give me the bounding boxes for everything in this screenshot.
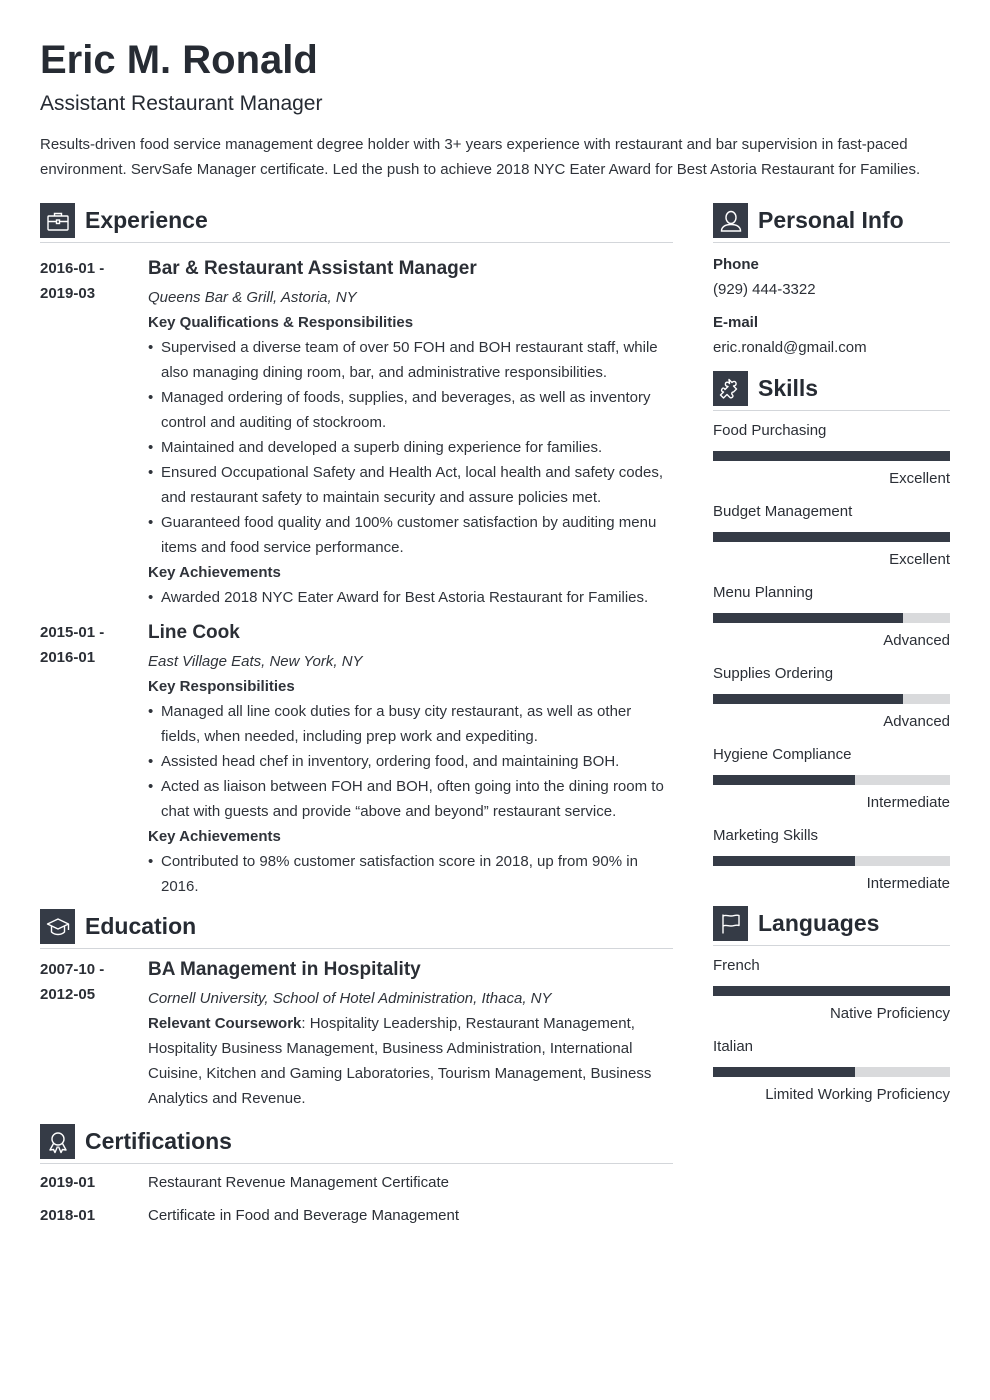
- list-item: • Acted as liaison between FOH and BOH, often going into the dining room to chat with guests and provide “above and beyond” restaurant service.: [148, 774, 673, 824]
- cert-name: Certificate in Food and Beverage Management: [148, 1207, 460, 1224]
- experience-entry: [40, 256, 673, 610]
- skill-bar: [713, 532, 950, 542]
- skill-bar-fill: [713, 775, 855, 785]
- languages-list: [713, 953, 950, 1107]
- list-item: • Supervised a diverse team of over 50 FOH and BOH restaurant staff, while also managing dining room, bar, and administrative responsibilities.: [148, 335, 673, 385]
- certification-item: [40, 1203, 673, 1228]
- cert-date: 2018-01: [40, 1207, 96, 1224]
- skill-item: [713, 661, 950, 734]
- skill-bar-fill: [713, 856, 855, 866]
- skill-item: [713, 499, 950, 572]
- personal-info-section-header: [713, 203, 950, 238]
- language-item: [713, 1034, 950, 1107]
- job-org: East Village Eats, New York, NY: [148, 653, 363, 670]
- skill-level: Excellent: [889, 551, 950, 568]
- skill-bar-fill: [713, 694, 903, 704]
- language-bar-fill: [713, 986, 950, 996]
- degree-title: BA Management in Hospitality: [148, 959, 421, 980]
- skill-name: Supplies Ordering: [713, 665, 834, 682]
- certifications-list: [40, 1170, 673, 1228]
- coursework-label: Relevant Coursework: [148, 1015, 302, 1032]
- languages-section-header: [713, 906, 950, 941]
- experience-heading: Experience: [85, 207, 208, 233]
- graduation-cap-icon: [40, 909, 75, 944]
- date-end: 2019-03: [40, 285, 96, 302]
- responsibilities-list: [148, 699, 673, 824]
- skills-heading: Skills: [758, 375, 819, 401]
- job-title: Line Cook: [148, 622, 240, 643]
- skill-level: Advanced: [883, 713, 950, 730]
- skill-name: Hygiene Compliance: [713, 746, 852, 763]
- email-label: E-mail: [713, 314, 759, 331]
- list-item: • Contributed to 98% customer satisfaction score in 2018, up from 90% in 2016.: [148, 849, 673, 899]
- skill-bar: [713, 856, 950, 866]
- language-bar-fill: [713, 1067, 855, 1077]
- skill-item: [713, 742, 950, 815]
- cert-date: 2019-01: [40, 1174, 96, 1191]
- language-bar: [713, 1067, 950, 1077]
- certifications-heading: Certifications: [85, 1128, 232, 1154]
- personal-info: [713, 252, 950, 360]
- certifications-section-header: [40, 1124, 673, 1159]
- list-item: • Maintained and developed a superb dining experience for families.: [148, 435, 673, 460]
- skill-name: Menu Planning: [713, 584, 814, 601]
- skill-item: [713, 580, 950, 653]
- skills-section-header: [713, 371, 950, 406]
- flag-icon: [713, 906, 748, 941]
- skill-bar-fill: [713, 451, 950, 461]
- skill-bar: [713, 451, 950, 461]
- candidate-title: Assistant Restaurant Manager: [40, 92, 323, 115]
- award-ribbon-icon: [40, 1124, 75, 1159]
- list-item: • Managed all line cook duties for a busy city restaurant, as well as other fields, when needed, including prep work and expediting.: [148, 699, 673, 749]
- skill-bar: [713, 694, 950, 704]
- achievements-list: [148, 585, 673, 610]
- skill-bar: [713, 775, 950, 785]
- user-icon: [713, 203, 748, 238]
- list-item: • Awarded 2018 NYC Eater Award for Best Astoria Restaurant for Families.: [148, 585, 673, 610]
- skill-level: Advanced: [883, 632, 950, 649]
- responsibilities-heading: Key Responsibilities: [148, 678, 295, 695]
- achievements-list: [148, 849, 673, 899]
- responsibilities-heading: Key Qualifications & Responsibilities: [148, 314, 414, 331]
- list-item: • Ensured Occupational Safety and Health Act, local health and safety codes, and restaurant safety to maintain security and assure policies met.: [148, 460, 673, 510]
- phone-value: (929) 444-3322: [713, 281, 816, 298]
- skill-item: [713, 823, 950, 896]
- personal-info-heading: Personal Info: [758, 207, 904, 233]
- skill-level: Intermediate: [866, 875, 950, 892]
- list-item: • Guaranteed food quality and 100% customer satisfaction by auditing menu items and food service performance.: [148, 510, 673, 560]
- experience-list: [40, 256, 673, 899]
- skills-list: [713, 418, 950, 896]
- education-dates: [40, 957, 148, 1111]
- skill-level: Excellent: [889, 470, 950, 487]
- cert-name: Restaurant Revenue Management Certificate: [148, 1174, 449, 1191]
- left-column: [40, 203, 673, 1228]
- language-name: French: [713, 957, 760, 974]
- language-level: Native Proficiency: [829, 1005, 950, 1022]
- education-entry: [40, 957, 673, 1111]
- skill-bar-fill: [713, 532, 950, 542]
- languages-heading: Languages: [758, 910, 880, 936]
- responsibilities-list: [148, 335, 673, 560]
- experience-dates: [40, 256, 148, 610]
- skill-bar-fill: [713, 613, 903, 623]
- job-title: Bar & Restaurant Assistant Manager: [148, 258, 477, 279]
- job-org: Queens Bar & Grill, Astoria, NY: [148, 289, 357, 306]
- language-level: Limited Working Proficiency: [765, 1086, 950, 1103]
- education-section-header: [40, 909, 673, 944]
- experience-entry: [40, 620, 673, 899]
- date-end: 2012-05: [40, 986, 96, 1003]
- list-item: • Assisted head chef in inventory, ordering food, and maintaining BOH.: [148, 749, 673, 774]
- skill-level: Intermediate: [866, 794, 950, 811]
- phone-label: Phone: [713, 256, 759, 273]
- skill-name: Budget Management: [713, 503, 853, 520]
- school-name: Cornell University, School of Hotel Administration, Ithaca, NY: [148, 990, 552, 1007]
- date-start: 2007-10 -: [40, 961, 105, 978]
- coursework: [148, 1011, 673, 1111]
- list-item: • Managed ordering of foods, supplies, and beverages, as well as inventory control and auditing of stockroom.: [148, 385, 673, 435]
- experience-dates: [40, 620, 148, 899]
- education-heading: Education: [85, 913, 197, 939]
- candidate-name: Eric M. Ronald: [40, 38, 318, 82]
- resume-header: [40, 36, 950, 182]
- language-bar: [713, 986, 950, 996]
- experience-section-header: [40, 203, 673, 238]
- right-column: [713, 203, 950, 1107]
- language-name: Italian: [713, 1038, 754, 1055]
- briefcase-icon: [40, 203, 75, 238]
- skill-name: Marketing Skills: [713, 827, 819, 844]
- certification-item: [40, 1170, 673, 1195]
- achievements-heading: Key Achievements: [148, 828, 281, 845]
- achievements-heading: Key Achievements: [148, 564, 281, 581]
- date-start: 2015-01 -: [40, 624, 105, 641]
- puzzle-piece-icon: [713, 371, 748, 406]
- date-end: 2016-01: [40, 649, 96, 666]
- skill-name: Food Purchasing: [713, 422, 827, 439]
- coursework-list: : Hospitality Leadership, Restaurant Management, Hospitality Business Management, Business Administration, International Cuisine, Kitchen and Gaming Laboratories, Tourism Management, Business Analytics and Revenue.: [148, 1015, 652, 1107]
- summary: Results-driven food service management degree holder with 3+ years experience with restaurant and bar supervision in fast-paced environment. ServSafe Manager certificate. Led the push to achieve 2018 NYC Eater Award for Best Astoria Restaurant for Families.: [40, 136, 921, 178]
- language-item: [713, 953, 950, 1026]
- skill-bar: [713, 613, 950, 623]
- skill-item: [713, 418, 950, 491]
- date-start: 2016-01 -: [40, 260, 105, 277]
- email-value: eric.ronald@gmail.com: [713, 339, 867, 356]
